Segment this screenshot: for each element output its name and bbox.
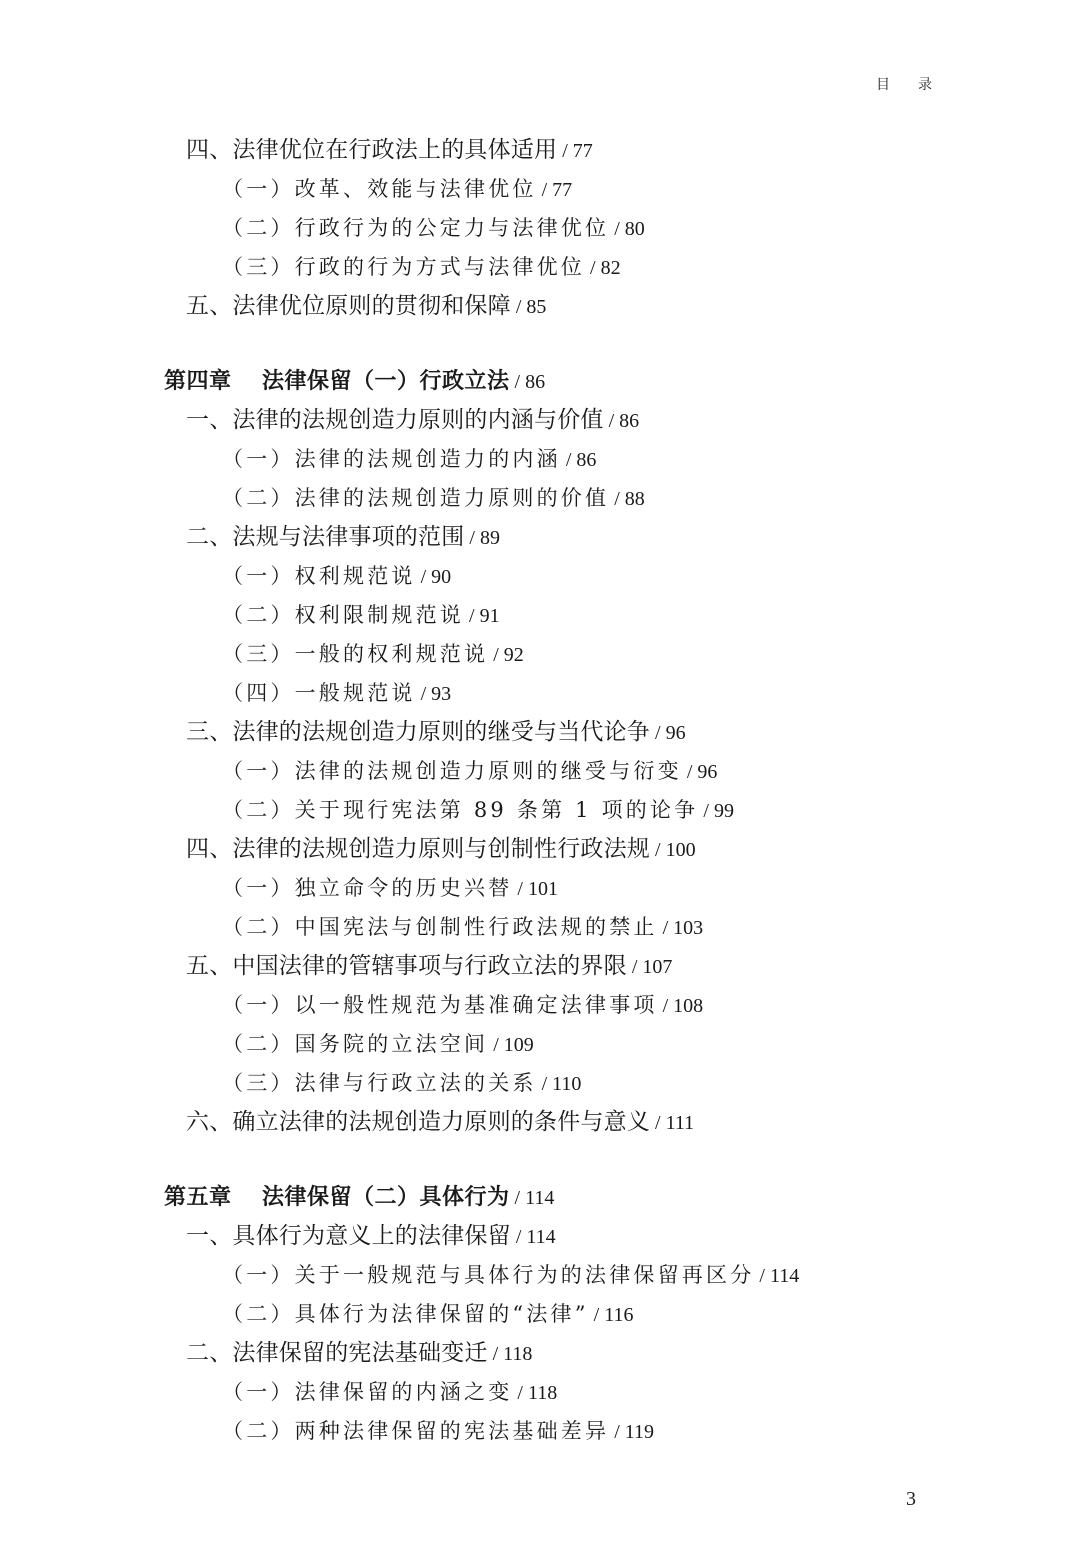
toc-entry-label: （一）法律的法规创造力的内涵	[222, 447, 561, 471]
toc-subentry	[0, 674, 1080, 713]
chapter-title: 法律保留（二）具体行为	[262, 1185, 510, 1210]
toc-subentry	[0, 170, 1080, 209]
toc-entry-label: （二）权利限制规范说	[222, 603, 464, 627]
toc-entry-label: （三）一般的权利规范说	[222, 642, 489, 666]
toc-entry	[0, 1103, 1080, 1142]
toc-subentry	[0, 869, 1080, 908]
chapter-number: 第四章	[164, 369, 232, 394]
toc-entry-page: / 77	[557, 140, 593, 162]
toc-entry-label: （一）关于一般规范与具体行为的法律保留再区分	[222, 1263, 755, 1287]
toc-subentry	[0, 635, 1080, 674]
toc-subentry	[0, 1373, 1080, 1412]
toc-subentry	[0, 791, 1080, 830]
chapter-heading	[0, 362, 1080, 401]
toc-entry-page: / 80	[609, 218, 645, 240]
toc-subentry	[0, 248, 1080, 287]
toc-entry-label: （四）一般规范说	[222, 681, 416, 705]
toc-subentry	[0, 1256, 1080, 1295]
toc-entry-page: / 108	[658, 995, 704, 1017]
toc-entry-label: 二、法律保留的宪法基础变迁	[186, 1340, 488, 1366]
toc-subentry	[0, 440, 1080, 479]
toc-entry-label: （二）行政行为的公定力与法律优位	[222, 216, 610, 240]
toc-entry	[0, 830, 1080, 869]
toc-entry-page: / 88	[609, 488, 645, 510]
toc-entry-page: / 99	[698, 800, 734, 822]
toc-subentry	[0, 908, 1080, 947]
chapter-heading	[0, 1178, 1080, 1217]
toc-entry-page: / 109	[488, 1034, 534, 1056]
toc-entry-label: （二）两种法律保留的宪法基础差异	[222, 1419, 610, 1443]
toc-entry-page: / 85	[511, 296, 547, 318]
running-header: 目录	[876, 77, 960, 93]
toc-entry-page: / 86	[561, 449, 597, 471]
toc-entry-page: / 114	[511, 1226, 556, 1248]
toc-entry-page: / 118	[512, 1382, 557, 1404]
toc-entry-label: （一）权利规范说	[222, 564, 416, 588]
toc-subentry	[0, 557, 1080, 596]
toc-entry-page: / 114	[510, 1187, 555, 1209]
toc-entry-label: （一）独立命令的历史兴替	[222, 876, 513, 900]
toc-entry-label: （一）改革、效能与法律优位	[222, 177, 537, 201]
toc-entry-label: （一）法律保留的内涵之变	[222, 1380, 513, 1404]
toc-entry	[0, 713, 1080, 752]
toc-entry-page: / 96	[682, 761, 718, 783]
toc-entry	[0, 287, 1080, 326]
toc-entry-label: 一、具体行为意义上的法律保留	[186, 1223, 511, 1249]
chapter-number: 第五章	[164, 1185, 232, 1210]
toc-entry	[0, 1217, 1080, 1256]
toc-entry-page: / 111	[650, 1112, 694, 1134]
toc-subentry	[0, 1412, 1080, 1451]
toc-entry-label: （三）法律与行政立法的关系	[222, 1071, 537, 1095]
toc-entry	[0, 401, 1080, 440]
toc-entry-label: 三、法律的法规创造力原则的继受与当代论争	[186, 719, 650, 745]
toc-entry-label: 四、法律优位在行政法上的具体适用	[186, 137, 558, 163]
toc-entry-label: 四、法律的法规创造力原则与创制性行政法规	[186, 836, 650, 862]
toc-entry-label: 一、法律的法规创造力原则的内涵与价值	[186, 407, 604, 433]
toc-entry-page: / 101	[512, 878, 558, 900]
toc-entry-page: / 86	[604, 410, 640, 432]
toc-subentry	[0, 1295, 1080, 1334]
toc-entry-page: / 103	[658, 917, 704, 939]
toc-entry-page: / 77	[537, 179, 573, 201]
toc-entry-page: / 96	[650, 722, 686, 744]
toc-entry	[0, 1334, 1080, 1373]
toc-entry-label: 五、法律优位原则的贯彻和保障	[186, 293, 511, 319]
toc-entry-label: （二）具体行为法律保留的“法律”	[222, 1302, 589, 1326]
toc-entry-page: / 116	[589, 1304, 634, 1326]
toc-subentry	[0, 209, 1080, 248]
toc-subentry	[0, 1064, 1080, 1103]
toc-entry-label: 二、法规与法律事项的范围	[186, 524, 465, 550]
toc-entry-label: （二）中国宪法与创制性行政法规的禁止	[222, 915, 658, 939]
toc-entry-label: （一）法律的法规创造力原则的继受与衍变	[222, 759, 682, 783]
toc-subentry	[0, 479, 1080, 518]
toc-entry-page: / 107	[627, 956, 673, 978]
toc-entry-page: / 89	[464, 527, 500, 549]
toc-entry-page: / 114	[754, 1265, 799, 1287]
toc-subentry	[0, 752, 1080, 791]
chapter-title: 法律保留（一）行政立法	[262, 369, 510, 394]
toc-entry-label: （二）关于现行宪法第 89 条第 1 项的论争	[222, 798, 699, 822]
toc-entry	[0, 947, 1080, 986]
toc-entry-page: / 91	[464, 605, 500, 627]
toc-subentry	[0, 596, 1080, 635]
toc-entry-page: / 90	[416, 566, 452, 588]
table-of-contents	[0, 131, 1080, 1451]
page-number: 3	[906, 1488, 916, 1510]
toc-subentry	[0, 986, 1080, 1025]
toc-entry-page: / 110	[537, 1073, 582, 1095]
toc-entry-page: / 93	[416, 683, 452, 705]
toc-entry-label: 五、中国法律的管辖事项与行政立法的界限	[186, 953, 627, 979]
toc-entry-label: （二）国务院的立法空间	[222, 1032, 489, 1056]
toc-entry-page: / 82	[585, 257, 621, 279]
toc-entry-label: （二）法律的法规创造力原则的价值	[222, 486, 610, 510]
toc-subentry	[0, 1025, 1080, 1064]
toc-entry-page: / 86	[510, 371, 546, 393]
toc-entry-label: （三）行政的行为方式与法律优位	[222, 255, 585, 279]
toc-entry-label: （一）以一般性规范为基准确定法律事项	[222, 993, 658, 1017]
toc-entry-page: / 100	[650, 839, 696, 861]
toc-entry-label: 六、确立法律的法规创造力原则的条件与意义	[186, 1109, 650, 1135]
toc-entry	[0, 131, 1080, 170]
toc-entry-page: / 118	[488, 1343, 533, 1365]
toc-entry	[0, 518, 1080, 557]
toc-entry-page: / 92	[488, 644, 524, 666]
toc-entry-page: / 119	[609, 1421, 654, 1443]
